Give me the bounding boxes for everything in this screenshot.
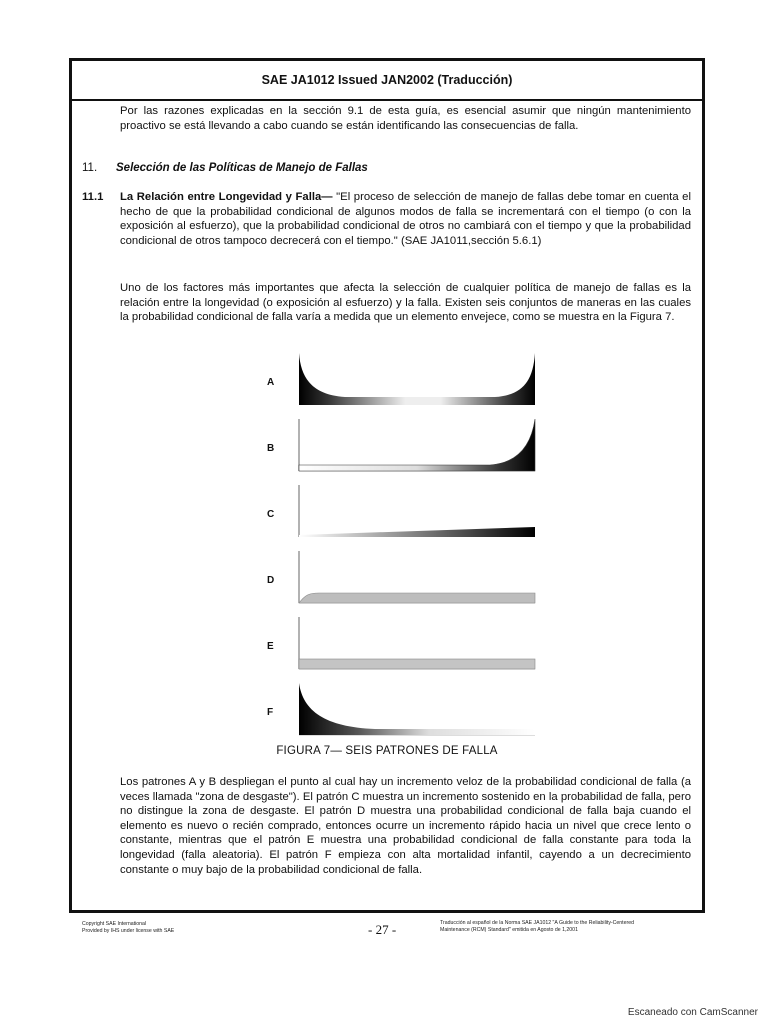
pattern-b: [267, 417, 557, 483]
pattern-e-label: E: [267, 641, 274, 652]
document-title: SAE JA1012 Issued JAN2002 (Traducción): [261, 73, 513, 87]
scanner-watermark: Escaneado con CamScanner: [627, 1007, 758, 1018]
footer-translation-line1: Traducción al español de la Norma SAE JA1012 "A Guide to the Reliability-Centered: [440, 920, 634, 926]
footer-translation-line2: Maintenance (RCM) Standard" emitida en Agosto de 1,2001: [440, 926, 578, 933]
section-11-heading: [82, 162, 368, 174]
pattern-c: [267, 483, 557, 549]
pattern-f: [267, 681, 557, 747]
document-header: [72, 61, 702, 101]
page-frame: [69, 58, 705, 913]
footer-copyright: [82, 921, 174, 934]
footer-translation-note: [440, 920, 690, 933]
failure-patterns-figure: [267, 351, 557, 747]
footer-copyright-line1: Copyright SAE International: [82, 921, 147, 927]
pattern-b-curve: [295, 417, 539, 477]
intro-paragraph: Por las razones explicadas en la sección 9.1 de esta guía, es esencial asumir que ningún mantenimiento proactivo se está llevando a cabo cuando se están identificando las consecuencias de falla.: [120, 105, 691, 132]
section-11-1-text: "El proceso de selección de manejo de fallas debe tomar en cuenta el hecho de que la probabilidad condicional de algunos modos de falla se incrementará con el tiempo (o con la exposición al esfuerzo), que la probabilidad condicional de otros no cambiará con el tiempo y que la probabilidad condicional de otros tampoco decrecerá con el tiempo." (SAE JA1011,sección 5.6.1): [120, 191, 691, 247]
pattern-e: [267, 615, 557, 681]
footer-copyright-line2: Provided by IHS under license with SAE: [82, 927, 175, 934]
pattern-d: [267, 549, 557, 615]
pattern-f-curve: [295, 681, 539, 741]
section-11-1-title: La Relación entre Longevidad y Falla—: [120, 191, 333, 203]
figure-caption: FIGURA 7— SEIS PATRONES DE FALLA: [276, 745, 498, 757]
section-11-1: [82, 190, 691, 248]
pattern-c-curve: [295, 483, 539, 543]
section-11-1-number: 11.1: [82, 191, 104, 203]
factors-paragraph: Uno de los factores más importantes que afecta la selección de cualquier política de manejo de fallas es la relación entre la longevidad (o exposición al esfuerzo) y la falla. Existen seis conjuntos de maneras en las cuales la probabilidad condicional de falla varía a medida que un elemento envejece, como se muestra en la Figura 7.: [120, 282, 691, 324]
pattern-a: [267, 351, 557, 417]
section-11-number: 11.: [82, 162, 98, 174]
pattern-e-curve: [295, 615, 539, 675]
pattern-c-label: C: [267, 509, 275, 520]
pattern-d-curve: [295, 549, 539, 609]
section-11-title: Selección de las Políticas de Manejo de Fallas: [116, 162, 368, 174]
page-number: - 27 -: [368, 922, 397, 937]
pattern-d-label: D: [267, 575, 275, 586]
pattern-b-label: B: [267, 443, 275, 454]
patterns-paragraph: Los patrones A y B despliegan el punto al cual hay un incremento veloz de la probabilidad condicional de falla (a veces llamada "zona de desgaste"). El patrón C muestra un incremento sostenido en la probabilidad de falla, pero no distingue la zona de desgaste. El patrón D muestra una probabilidad condicional de falla baja cuando el elemento es nuevo o recién comprado, entonces ocurre un incremento rápido hacia un nivel que crece lento o constante, mientras que el patrón E muestra una probabilidad condicional de falla constante para toda la longevidad (falla aleatoria). El patrón F empieza con alta mortalidad infantil, cayendo a un decrecimiento constante o muy bajo de la probabilidad condicional de falla.: [120, 776, 691, 876]
pattern-f-label: F: [267, 707, 274, 718]
pattern-a-label: A: [267, 377, 275, 388]
pattern-a-curve: [295, 351, 539, 411]
